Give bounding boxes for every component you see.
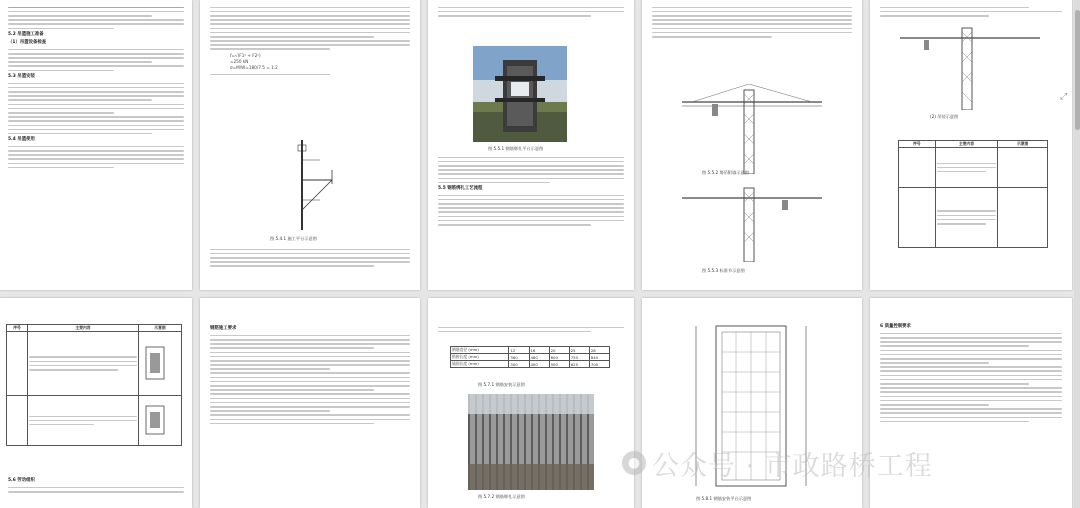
- figure-caption: 图 5.4.1 施工平台示意图: [270, 236, 317, 241]
- figure-caption: 图 5.8.1 钢筋安装平台示意图: [696, 496, 752, 501]
- doc-page-8[interactable]: [428, 298, 634, 508]
- hoisting-diagram: [900, 26, 1040, 110]
- table-cell: 360: [509, 354, 529, 361]
- table-cell: 锚固长度 (mm): [451, 361, 509, 368]
- table-header: 序号: [899, 141, 936, 148]
- section-heading: 5.5 钢筋绑扎工艺流程: [438, 185, 483, 191]
- doc-page-4[interactable]: [642, 0, 862, 290]
- watermark: [622, 446, 933, 480]
- standard-section-diagram: [682, 184, 822, 262]
- figure-caption: 图 5.5.2 塔吊附墙示意图: [702, 170, 749, 175]
- section-heading: 6 质量控制要求: [880, 324, 911, 329]
- table-cell: 500: [549, 361, 569, 368]
- table-header: 主要内容: [28, 325, 139, 332]
- spec-table: [898, 140, 1048, 248]
- table-cell: 600: [549, 354, 569, 361]
- table-cell: 20: [549, 347, 569, 354]
- table-cell: 625: [569, 361, 589, 368]
- section-heading: 5.4 吊篮使用: [8, 137, 35, 143]
- section-heading: 5.2 吊篮施工准备: [8, 31, 44, 37]
- construction-photo: [473, 46, 567, 142]
- doc-page-3[interactable]: [428, 0, 634, 290]
- figure-caption: 图 5.5.3 标准节示意图: [702, 268, 745, 273]
- table-cell: 480: [529, 354, 549, 361]
- table-cell: 750: [569, 354, 589, 361]
- section-subheading: （1）吊篮设备检查: [8, 39, 47, 45]
- table-cell: 12: [509, 347, 529, 354]
- doc-page-7[interactable]: [200, 298, 420, 508]
- expand-icon[interactable]: ⤢: [1060, 92, 1068, 102]
- figure-caption: 图 5.7.2 钢筋绑扎示意图: [478, 494, 525, 499]
- wechat-icon: ●: [622, 451, 646, 475]
- spec-table: [6, 324, 182, 446]
- platform-diagram: [290, 140, 340, 230]
- section-heading: 5.6 劳动组织: [8, 478, 35, 483]
- table-header: 示意图: [998, 141, 1048, 148]
- watermark-text: 公众号 · 市政路桥工程: [652, 450, 933, 482]
- scrollbar-thumb[interactable]: [1075, 10, 1080, 130]
- table-header: 主要内容: [935, 141, 998, 148]
- table-cell: 25: [569, 347, 589, 354]
- table-header: 示意图: [139, 325, 182, 332]
- table-cell: 16: [529, 347, 549, 354]
- rebar-photo: [468, 394, 594, 490]
- table-cell: 28: [589, 347, 609, 354]
- table-cell: 钢筋直径 (mm): [451, 347, 509, 354]
- doc-page-1[interactable]: [0, 0, 192, 290]
- doc-page-6[interactable]: [0, 298, 192, 508]
- figure-caption: (2) 吊装示意图: [930, 114, 959, 119]
- section-heading: 5.3 吊篮安装: [8, 73, 35, 79]
- table-cell: 840: [589, 354, 609, 361]
- formula-line: f=√(F1² + F2²): [230, 52, 261, 58]
- scrollbar[interactable]: [1074, 0, 1080, 508]
- table-cell: 400: [529, 361, 549, 368]
- formula-line: σ=M/W=180/7.5 = 1.2: [230, 65, 278, 71]
- tower-crane-diagram: [682, 84, 822, 174]
- figure-caption: 图 5.5.1 钢筋绑扎平台示意图: [488, 146, 544, 151]
- doc-page-2[interactable]: [200, 0, 420, 290]
- formula-line: =250 kN: [230, 58, 249, 64]
- table-header: 序号: [7, 325, 28, 332]
- section-heading: 钢筋施工要求: [210, 326, 237, 331]
- table-cell: 300: [509, 361, 529, 368]
- lap-length-table: [450, 346, 610, 368]
- figure-caption: 图 5.7.1 钢筋安装示意图: [478, 382, 525, 387]
- doc-page-5[interactable]: [870, 0, 1072, 290]
- table-cell: 搭接长度 (mm): [451, 354, 509, 361]
- table-cell: 700: [589, 361, 609, 368]
